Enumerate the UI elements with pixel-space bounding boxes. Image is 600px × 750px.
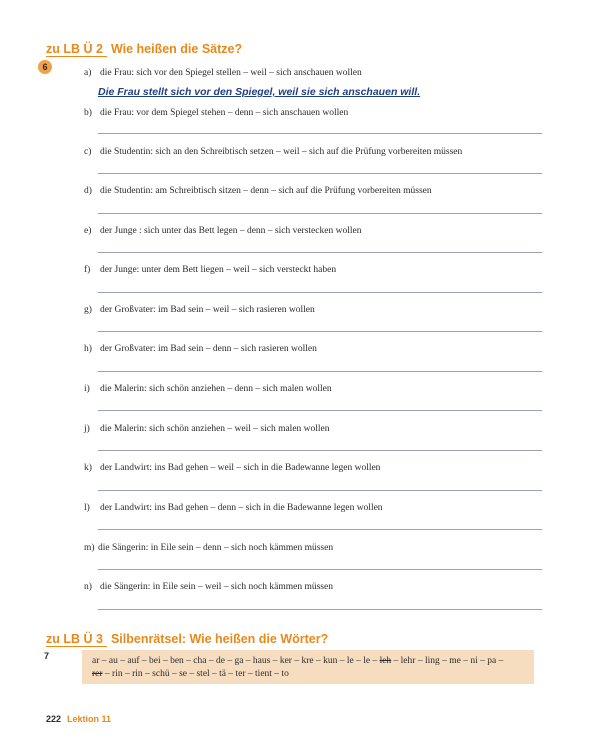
section-ref: zu LB Ü 2 — [46, 42, 107, 57]
answer-line[interactable] — [98, 450, 542, 451]
section-ref: zu LB Ü 3 — [46, 632, 107, 647]
answer-line[interactable] — [98, 569, 542, 570]
answer-line[interactable] — [98, 213, 542, 214]
page-footer — [46, 714, 111, 724]
syllable-line-2: rer – rin – rin – schü – se – stel – tä – ter – tient – to — [92, 669, 289, 679]
answer-line[interactable] — [98, 529, 542, 530]
exercise-item: d) die Studentin: am Schreibtisch sitzen – denn – sich auf die Prüfung vorbereiten müssen — [84, 186, 432, 196]
exercise-item: b) die Frau: vor dem Spiegel stehen – denn – sich anschauen wollen — [84, 108, 349, 118]
answer-line[interactable] — [98, 133, 542, 134]
page-number: 222 — [46, 714, 62, 724]
exercise-item: k) der Landwirt: ins Bad gehen – weil – sich in die Badewanne legen wollen — [84, 463, 381, 473]
lesson-label: Lektion 11 — [67, 714, 112, 724]
answer-line[interactable] — [98, 331, 542, 332]
section-title: Wie heißen die Sätze? — [110, 42, 243, 56]
exercise-item: f) der Junge: unter dem Bett liegen – weil – sich versteckt haben — [84, 265, 337, 275]
exercise-item: e) der Junge : sich unter das Bett legen – denn – sich verstecken wollen — [84, 226, 362, 236]
exercise-number: 7 — [44, 651, 50, 661]
exercise-item: n) die Sängerin: in Eile sein – weil – sich noch kämmen müssen — [84, 582, 333, 592]
answer-line[interactable] — [98, 292, 542, 293]
section-heading-2 — [46, 632, 328, 647]
exercise-item: a) die Frau: sich vor den Spiegel stellen – weil – sich anschauen wollen — [84, 68, 362, 78]
exercise-number-badge: 6 — [38, 60, 52, 74]
exercise-item: g) der Großvater: im Bad sein – weil – sich rasieren wollen — [84, 305, 315, 315]
answer-line[interactable] — [98, 371, 542, 372]
answer-line[interactable] — [98, 490, 542, 491]
exercise-item: c) die Studentin: sich an den Schreibtisch setzen – weil – sich auf die Prüfung vorbereiten müssen — [84, 147, 463, 157]
exercise-item: h) der Großvater: im Bad sein – denn – sich rasieren wollen — [84, 344, 317, 354]
exercise-item: j) die Malerin: sich schön anziehen – weil – sich malen wollen — [84, 424, 330, 434]
section-title: Silbenrätsel: Wie heißen die Wörter? — [110, 632, 329, 646]
exercise-item: m) die Sängerin: in Eile sein – denn – sich noch kämmen müssen — [84, 543, 334, 553]
struck-syllable: rer — [92, 669, 103, 679]
exercise-item: l) der Landwirt: ins Bad gehen – denn – sich in die Badewanne legen wollen — [84, 503, 383, 513]
struck-syllable: leh — [379, 656, 392, 666]
syllable-line-1: ar – au – auf – bei – ben – cha – de – ga – haus – ker – kre – kun – le – le – leh – lehr – ling – me – ni – pa – — [92, 656, 504, 666]
answer-line[interactable] — [98, 410, 542, 411]
answer-line[interactable] — [98, 173, 542, 174]
example-answer: Die Frau stellt sich vor den Spiegel, weil sie sich anschauen will. — [98, 86, 421, 98]
answer-line[interactable] — [98, 252, 542, 253]
answer-line[interactable] — [98, 609, 542, 610]
exercise-item: i) die Malerin: sich schön anziehen – denn – sich malen wollen — [84, 384, 332, 394]
section-heading-1 — [46, 42, 242, 57]
